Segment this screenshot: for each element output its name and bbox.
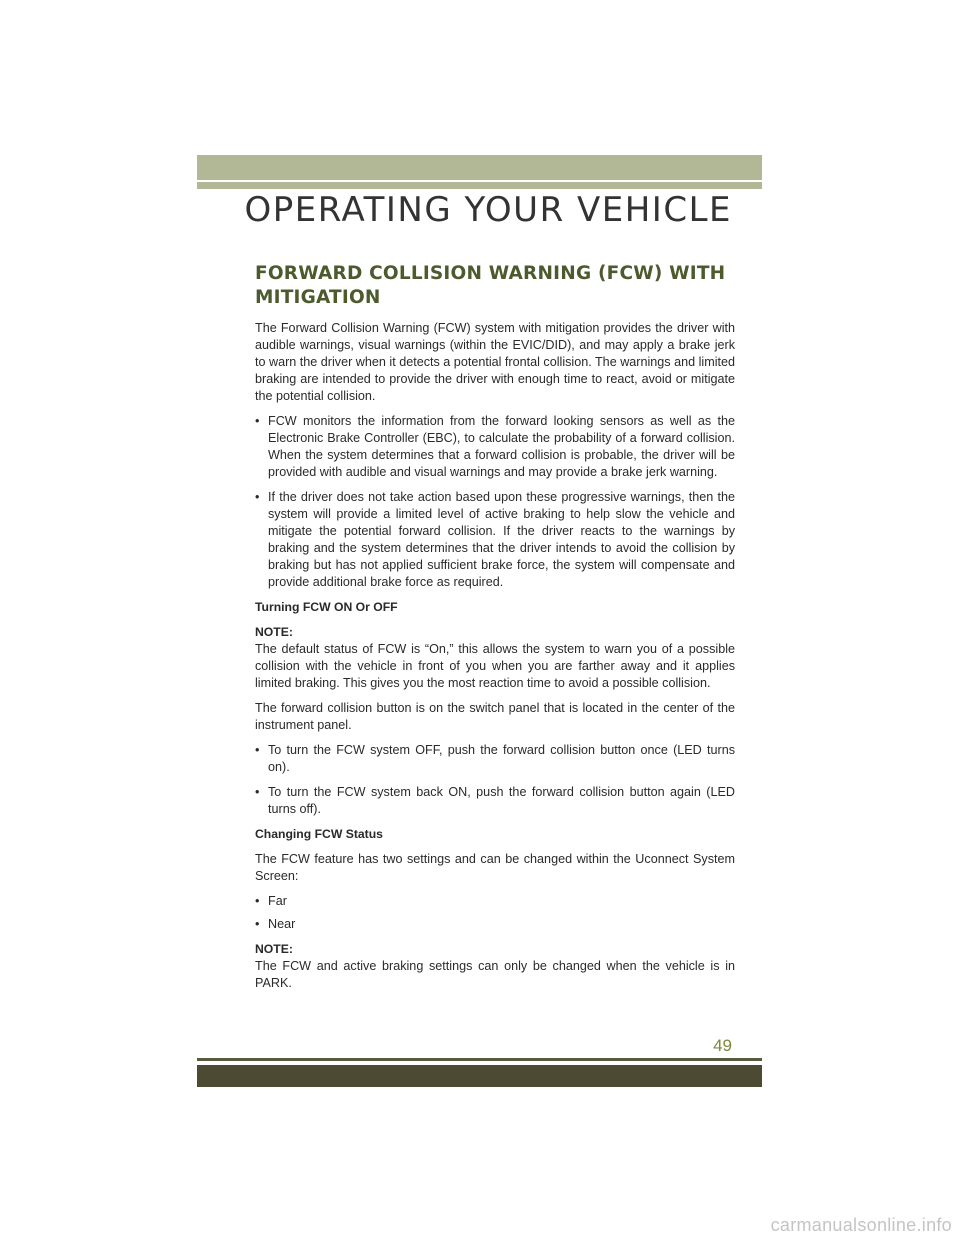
settings-list bbox=[255, 893, 735, 933]
list-item-text: To turn the FCW system back ON, push the forward collision button again (LED turns off). bbox=[268, 785, 735, 816]
header-band bbox=[197, 155, 762, 180]
note-label: NOTE: bbox=[255, 625, 293, 639]
footer-rule bbox=[197, 1058, 762, 1061]
bullet-icon: • bbox=[255, 743, 260, 757]
list-item-text: To turn the FCW system OFF, push the forward collision button once (LED turns on). bbox=[268, 743, 735, 774]
note-text: The FCW and active braking settings can only be changed when the vehicle is in PARK. bbox=[255, 959, 735, 990]
bullet-icon: • bbox=[255, 490, 260, 504]
bullet-icon: • bbox=[255, 894, 260, 908]
list-item bbox=[255, 916, 735, 933]
article-title-line2: MITIGATION bbox=[255, 287, 381, 308]
list-item-text: FCW monitors the information from the forward looking sensors as well as the Electronic Brake Controller (EBC), to calculate the probability of a forward collision. When the system determines that a forward collision is probable, the driver will be provided with audible and visual warnings and may provide a brake jerk warning. bbox=[268, 414, 735, 479]
note-text: The default status of FCW is “On,” this allows the system to warn you of a possible collision with the vehicle in front of you when you are farther away and it applies limited braking. This gives you the most reaction time to avoid a possible collision. bbox=[255, 642, 735, 690]
section-title: OPERATING YOUR VEHICLE bbox=[244, 190, 732, 230]
article bbox=[255, 262, 735, 1000]
note-label: NOTE: bbox=[255, 942, 293, 956]
list-item bbox=[255, 893, 735, 910]
changing-fcw-heading: Changing FCW Status bbox=[255, 827, 383, 841]
bullet-icon: • bbox=[255, 917, 260, 931]
footer-band bbox=[197, 1065, 762, 1087]
list-item bbox=[255, 413, 735, 481]
bullet-icon: • bbox=[255, 785, 260, 799]
watermark: carmanualsonline.info bbox=[770, 1215, 952, 1235]
button-location-paragraph: The forward collision button is on the switch panel that is located in the center of the instrument panel. bbox=[255, 701, 735, 732]
list-item-text: Near bbox=[268, 917, 296, 931]
page-number: 49 bbox=[713, 1036, 732, 1055]
list-item bbox=[255, 742, 735, 776]
intro-paragraph: The Forward Collision Warning (FCW) system with mitigation provides the driver with audible warnings, visual warnings (within the EVIC/DID), and may apply a brake jerk to warn the driver when it detects a potential frontal collision. The warnings and limited braking are intended to provide the driver with enough time to react, avoid or mitigate the potential collision. bbox=[255, 321, 735, 403]
header-rule bbox=[197, 182, 762, 189]
bullet-icon: • bbox=[255, 414, 260, 428]
list-item bbox=[255, 784, 735, 818]
article-title bbox=[255, 262, 735, 310]
fcw-bullet-list bbox=[255, 413, 735, 591]
list-item-text: Far bbox=[268, 894, 287, 908]
list-item-text: If the driver does not take action based upon these progressive warnings, then the system will provide a limited level of active braking to help slow the vehicle and mitigate the potential forward collision. If the driver reacts to the warnings by braking and the system determines that the driver intends to avoid the collision by braking but has not applied sufficient brake force, the system will compensate and provide additional brake force as required. bbox=[268, 490, 735, 589]
list-item bbox=[255, 489, 735, 591]
article-title-line1: FORWARD COLLISION WARNING (FCW) WITH bbox=[255, 263, 726, 284]
turning-fcw-heading: Turning FCW ON Or OFF bbox=[255, 600, 398, 614]
toggle-bullet-list bbox=[255, 742, 735, 818]
changing-fcw-paragraph: The FCW feature has two settings and can be changed within the Uconnect System Screen: bbox=[255, 852, 735, 883]
